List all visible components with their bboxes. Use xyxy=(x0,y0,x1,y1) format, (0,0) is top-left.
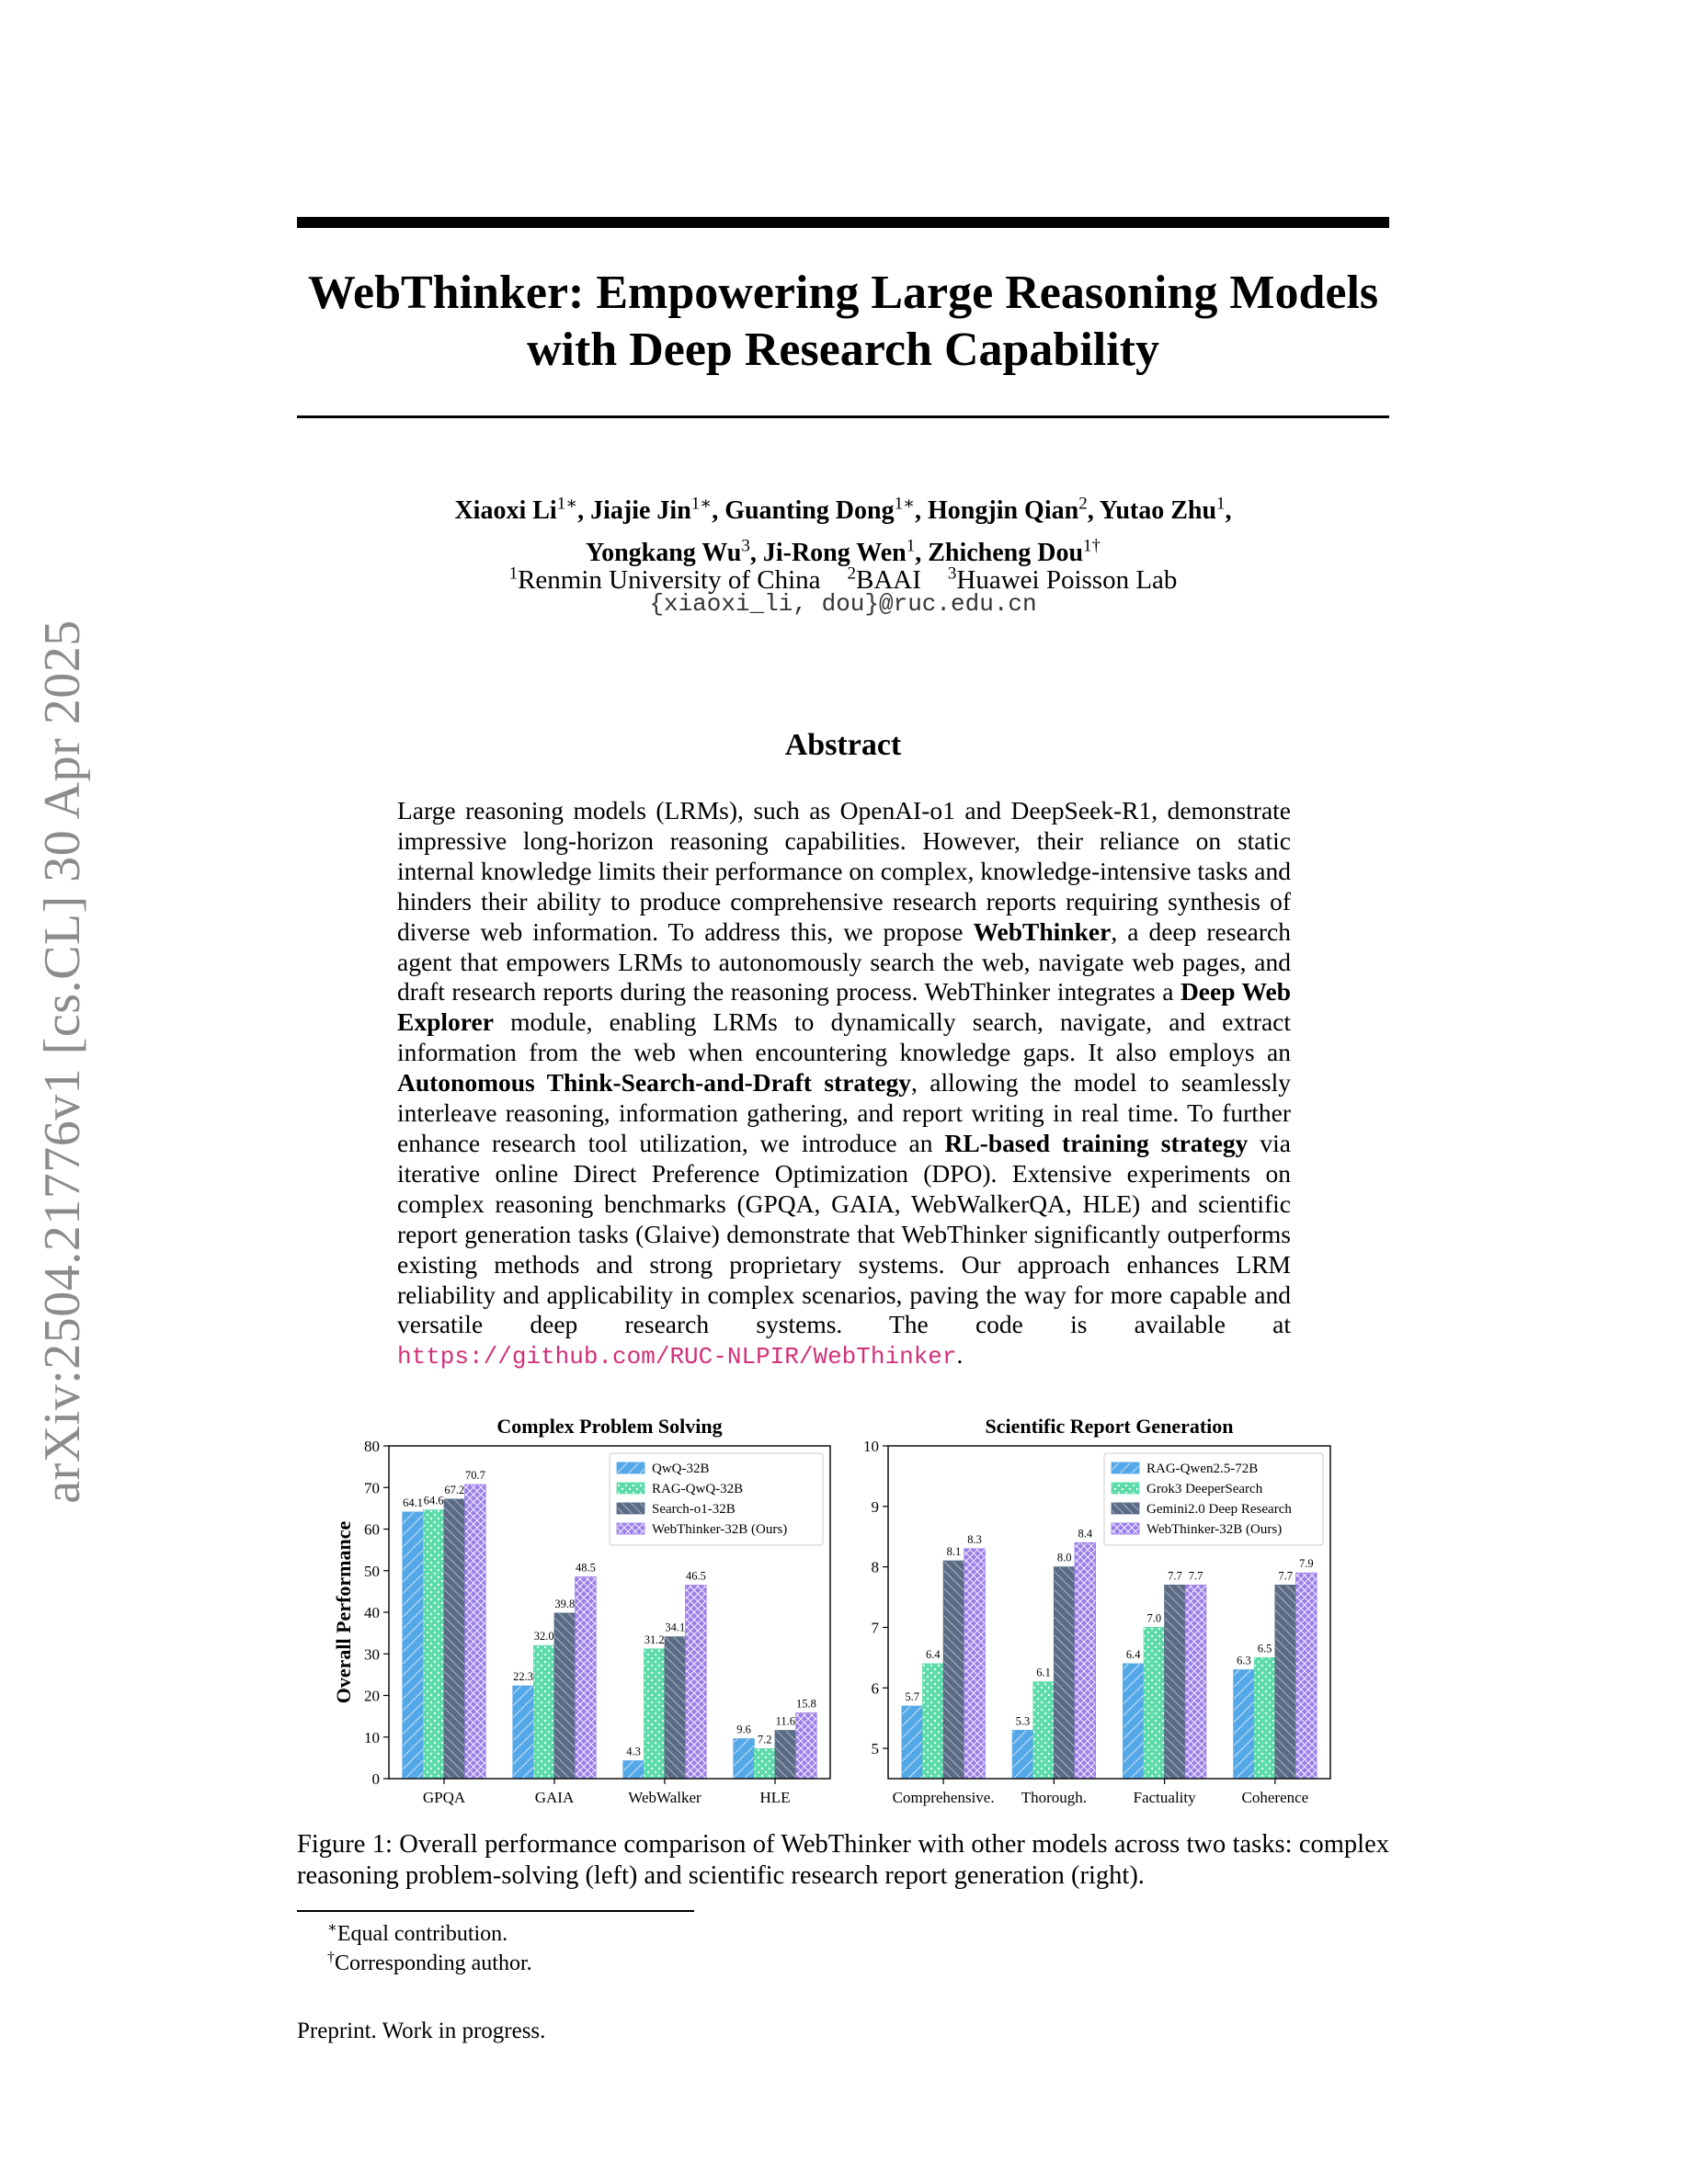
bar-value-label: 67.2 xyxy=(444,1483,465,1496)
bar-value-label: 7.7 xyxy=(1188,1569,1203,1583)
legend-label: Search-o1-32B xyxy=(652,1502,736,1517)
bar-value-label: 46.5 xyxy=(685,1569,706,1583)
contact-email: {xiaoxi_li, dou}@ruc.edu.cn xyxy=(649,590,1037,618)
legend-label: QwQ-32B xyxy=(652,1462,710,1476)
bar xyxy=(1033,1682,1055,1779)
y-tick-label: 10 xyxy=(863,1438,879,1455)
bar xyxy=(1254,1657,1275,1779)
legend-swatch xyxy=(617,1462,644,1473)
legend-swatch xyxy=(1112,1483,1139,1494)
bar xyxy=(923,1664,944,1779)
legend-swatch xyxy=(617,1483,644,1494)
abstract-emphasis: WebThinker xyxy=(973,916,1112,946)
bar xyxy=(423,1510,444,1779)
abstract-text: , allowing the model to seamlessly interleave reasoning, information gathering, and report writing in real time. To further enhance research tool utilization, we introduce an xyxy=(397,1068,1291,1157)
x-tick-label: Comprehensive. xyxy=(892,1789,995,1806)
x-tick-label: HLE xyxy=(759,1789,791,1806)
bar-value-label: 9.6 xyxy=(736,1723,751,1736)
paper-title xyxy=(297,265,1389,379)
bar-value-label: 70.7 xyxy=(464,1469,485,1483)
legend-swatch xyxy=(1112,1523,1139,1534)
figure-1-charts xyxy=(297,1406,1389,1820)
bar xyxy=(1295,1573,1317,1779)
affiliation: $^1$Renmin University of China xyxy=(508,563,821,595)
y-tick-label: 20 xyxy=(364,1687,380,1705)
y-tick-label: 70 xyxy=(364,1479,380,1497)
bar-value-label: 4.3 xyxy=(626,1745,641,1758)
bar-value-label: 64.6 xyxy=(423,1494,444,1507)
y-tick-label: 30 xyxy=(364,1645,380,1664)
author: Zhicheng Dou$^{1\dagger}$ xyxy=(928,536,1101,567)
footnote-corresponding-author: †Corresponding author. xyxy=(327,1950,532,1975)
y-tick-label: 8 xyxy=(871,1558,879,1576)
bar-value-label: 8.0 xyxy=(1056,1551,1072,1564)
x-tick-label: Factuality xyxy=(1133,1789,1196,1806)
y-tick-label: 5 xyxy=(871,1740,879,1758)
bar xyxy=(796,1713,817,1779)
preprint-note: Preprint. Work in progress. xyxy=(297,2019,546,2043)
author: Hongjin Qian$^2$, xyxy=(928,495,1100,526)
bar-value-label: 5.7 xyxy=(905,1690,920,1704)
x-tick-label: GAIA xyxy=(534,1789,575,1806)
bar-value-label: 8.3 xyxy=(967,1532,982,1546)
bar xyxy=(1165,1585,1186,1779)
legend-label: WebThinker-32B (Ours) xyxy=(652,1522,788,1537)
bar xyxy=(1185,1585,1206,1779)
bar-value-label: 7.7 xyxy=(1278,1569,1293,1583)
code-link[interactable]: https://github.com/RUC-NLPIR/WebThinker xyxy=(397,1343,957,1371)
bar-value-label: 32.0 xyxy=(533,1630,554,1644)
y-tick-label: 6 xyxy=(871,1679,879,1698)
author: Guanting Dong$^{1∗}$, xyxy=(724,495,929,526)
bar xyxy=(754,1748,775,1779)
bar-value-label: 6.3 xyxy=(1237,1654,1251,1667)
legend-label: RAG-Qwen2.5-72B xyxy=(1146,1462,1259,1476)
x-tick-label: Thorough. xyxy=(1021,1789,1088,1806)
abstract-text: module, enabling LRMs to dynamically search, navigate, and extract information from the web when encountering knowledge gaps. It also employs an xyxy=(397,1007,1291,1067)
abstract-text: . xyxy=(956,1340,964,1370)
figure-caption: Figure 1: Overall performance comparison of WebThinker with other models across two tasks: complex reasoning problem-solving (left) and scientific research report generation (right). xyxy=(297,1830,1389,1890)
bar xyxy=(1012,1730,1033,1779)
bar xyxy=(1234,1670,1255,1779)
bar-value-label: 48.5 xyxy=(575,1561,596,1575)
bar-value-label: 6.4 xyxy=(926,1647,941,1661)
arxiv-identifier: arXiv:2504.21776v1 [cs.CL] 30 Apr 2025 xyxy=(34,620,91,1504)
legend-label: Grok3 DeeperSearch xyxy=(1146,1482,1263,1496)
chart-title: Complex Problem Solving xyxy=(496,1415,723,1438)
bar xyxy=(1144,1627,1165,1779)
bar xyxy=(1123,1664,1144,1779)
legend-swatch xyxy=(617,1523,644,1534)
bar-value-label: 6.4 xyxy=(1125,1647,1141,1661)
bar xyxy=(665,1637,686,1779)
abstract-emphasis: RL-based training strategy xyxy=(944,1128,1249,1157)
x-tick-label: Coherence xyxy=(1241,1789,1309,1806)
bar xyxy=(403,1512,424,1779)
bar-value-label: 8.1 xyxy=(946,1545,962,1559)
bar xyxy=(576,1577,597,1779)
x-tick-label: WebWalker xyxy=(628,1789,701,1806)
bar-value-label: 7.7 xyxy=(1168,1569,1182,1583)
bar-value-label: 15.8 xyxy=(795,1697,816,1711)
abstract-text: via iterative online Direct Preference Optimization (DPO). Extensive experiments on complex reasoning benchmarks (GPQA, GAIA, WebWalkerQA, HLE) and scientific report generation tasks (Glaive) demonstrate that WebThinker significantly outperforms existing methods and strong proprietary systems. Our approach enhances LRM reliability and applicability in complex scenarios, paving the way for more capable and versatile deep research systems. The code is available at xyxy=(397,1128,1291,1339)
bar xyxy=(444,1499,465,1779)
author: Ji-Rong Wen$^1$, xyxy=(762,536,929,567)
bar xyxy=(623,1761,644,1779)
bar xyxy=(686,1586,707,1779)
bar xyxy=(734,1739,755,1779)
title-line-1: WebThinker: Empowering Large Reasoning Models xyxy=(307,267,1379,319)
arxiv-sidebar xyxy=(26,584,99,1540)
bar xyxy=(1275,1585,1296,1779)
author: Xiaoxi $Li^{1∗}$, xyxy=(454,495,591,526)
y-tick-label: 0 xyxy=(371,1770,380,1788)
author-line-1 xyxy=(297,487,1389,529)
legend-label: Gemini2.0 Deep Research xyxy=(1146,1502,1292,1517)
bar-value-label: 64.1 xyxy=(403,1496,424,1509)
y-tick-label: 50 xyxy=(364,1562,380,1580)
bar xyxy=(554,1613,576,1779)
legend-swatch xyxy=(1112,1462,1139,1473)
bar-value-label: 7.0 xyxy=(1146,1611,1162,1625)
legend-swatch xyxy=(617,1503,644,1514)
title-line-2: with Deep Research Capability xyxy=(526,324,1159,376)
affiliation: $^3$Huawei Poisson Lab xyxy=(947,563,1178,595)
bar xyxy=(964,1549,986,1779)
chart-scientific-report-generation xyxy=(863,1415,1330,1806)
bar-value-label: 7.9 xyxy=(1298,1557,1314,1571)
footnote-rule xyxy=(297,1910,694,1912)
bar-value-label: 6.1 xyxy=(1036,1666,1051,1679)
bar xyxy=(1075,1542,1096,1779)
bar-value-label: 6.5 xyxy=(1257,1642,1272,1655)
bar-value-label: 5.3 xyxy=(1015,1714,1031,1728)
bar xyxy=(775,1731,796,1779)
x-tick-label: GPQA xyxy=(422,1789,466,1806)
bar-value-label: 34.1 xyxy=(665,1621,686,1634)
title-bottom-rule xyxy=(297,415,1389,418)
chart-complex-problem-solving xyxy=(332,1415,830,1806)
bar-value-label: 7.2 xyxy=(757,1733,772,1746)
bar-value-label: 11.6 xyxy=(775,1714,796,1728)
y-tick-label: 10 xyxy=(364,1728,380,1746)
affiliation: $^2$BAAI xyxy=(847,563,921,595)
author: Yutao Zhu$^1$, xyxy=(1099,495,1232,526)
abstract-text: , a deep research agent that empowers LRMs to autonomously search the web, navigate web pages, and draft research reports during the reasoning process. WebThinker integrates a xyxy=(397,916,1291,1007)
y-axis-label: Overall Performance xyxy=(332,1520,355,1704)
abstract-emphasis: Deep Web Explorer xyxy=(397,977,1291,1037)
bar xyxy=(644,1649,665,1779)
y-tick-label: 9 xyxy=(871,1497,879,1516)
bar xyxy=(533,1645,554,1779)
bar xyxy=(465,1484,486,1779)
abstract-body xyxy=(397,796,1291,1372)
bar xyxy=(513,1686,534,1779)
footnote-equal-contribution: ∗Equal contribution. xyxy=(327,1920,508,1946)
abstract-emphasis: Autonomous Think-Search-and-Draft strategy xyxy=(397,1068,912,1098)
legend-swatch xyxy=(1112,1503,1139,1514)
chart-title: Scientific Report Generation xyxy=(985,1415,1234,1438)
bar-value-label: 8.4 xyxy=(1078,1527,1093,1541)
bar-value-label: 22.3 xyxy=(513,1670,534,1684)
bar xyxy=(902,1706,923,1779)
legend-label: RAG-QwQ-32B xyxy=(652,1482,744,1496)
y-tick-label: 80 xyxy=(364,1438,380,1455)
legend-label: WebThinker-32B (Ours) xyxy=(1146,1522,1283,1537)
y-tick-label: 60 xyxy=(364,1520,380,1539)
abstract-text: Large reasoning models (LRMs), such as OpenAI-o1 and DeepSeek-R1, demonstrate impressive long-horizon reasoning capabilities. However, their reliance on static internal knowledge limits their performance on complex, knowledge-intensive tasks and hinders their ability to produce comprehensive research reports requiring synthesis of diverse web information. To address this, we propose xyxy=(397,796,1291,946)
abstract-heading: Abstract xyxy=(784,728,902,762)
figure-1 xyxy=(297,1406,1389,1820)
bar-value-label: 39.8 xyxy=(554,1597,576,1610)
y-tick-label: 40 xyxy=(364,1604,380,1621)
bar xyxy=(1054,1567,1075,1779)
y-tick-label: 7 xyxy=(871,1619,879,1637)
author: Jiajie Jin$^{1∗}$, xyxy=(590,495,725,526)
author: Yongkang Wu$^3$, xyxy=(585,536,763,567)
bar xyxy=(943,1561,964,1779)
bar-value-label: 31.2 xyxy=(644,1632,665,1646)
title-top-rule xyxy=(297,217,1389,228)
